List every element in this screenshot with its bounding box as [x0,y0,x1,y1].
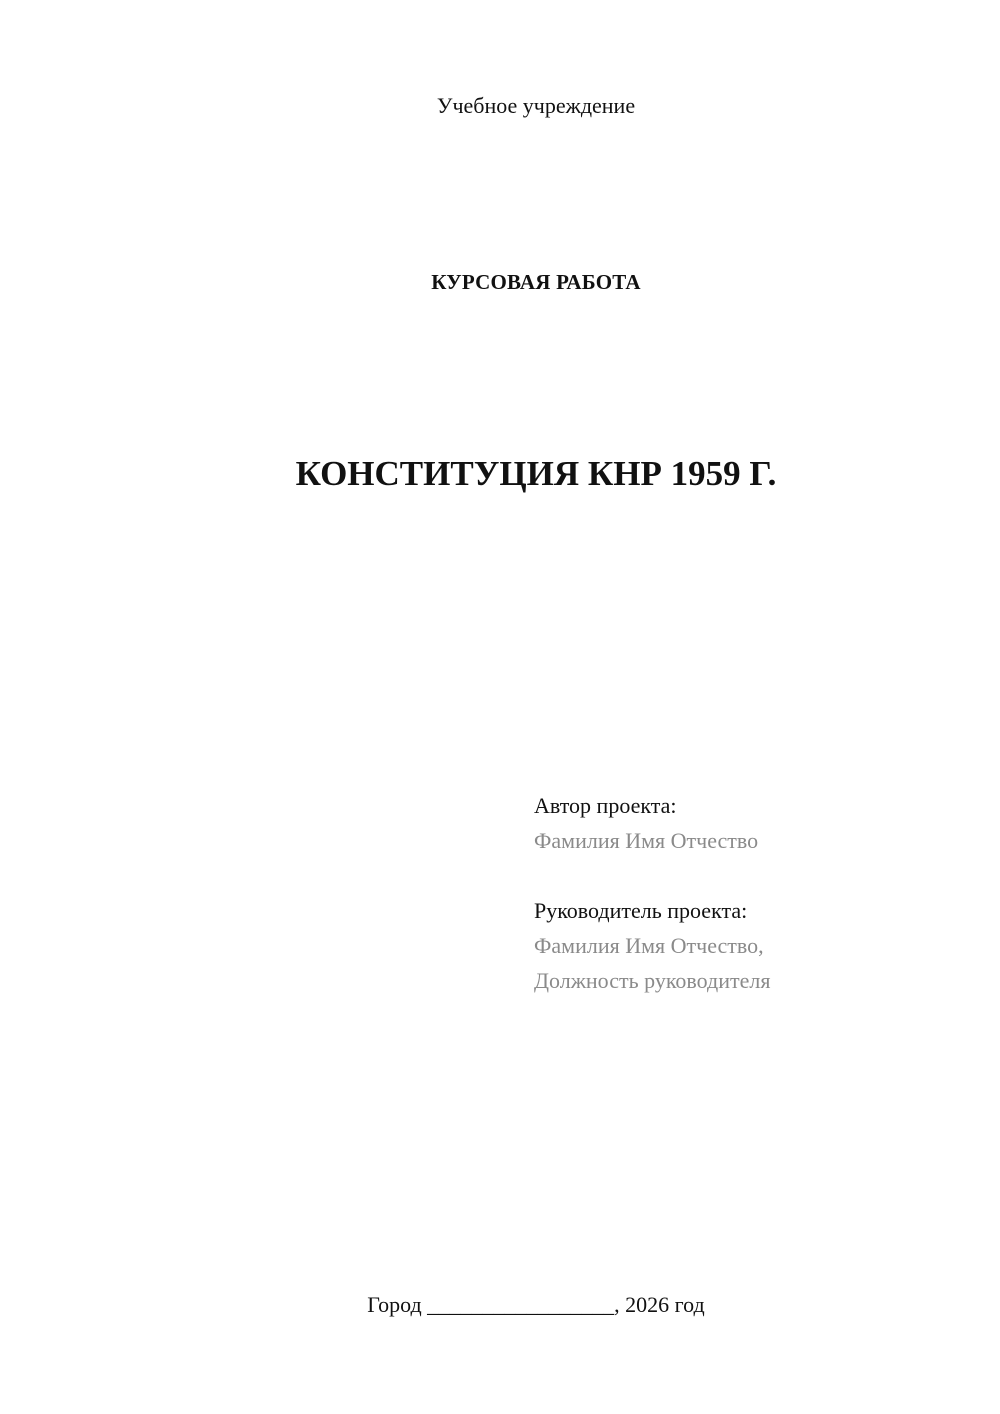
supervisor-label: Руководитель проекта: [534,898,748,923]
credits-block [534,788,974,998]
work-type-heading: КУРСОВАЯ РАБОТА [431,270,641,294]
author-name: Фамилия Имя Отчество [534,828,759,853]
supervisor-name: Фамилия Имя Отчество, [534,933,764,958]
author-label: Автор проекта: [534,793,677,818]
institution-name: Учебное учреждение [436,93,636,118]
work-title: КОНСТИТУЦИЯ КНР 1959 Г. [295,454,777,493]
supervisor-position: Должность руководителя [534,968,771,993]
credits-spacer [534,858,974,893]
city-year-line: Город _________________, 2026 год [367,1292,705,1317]
